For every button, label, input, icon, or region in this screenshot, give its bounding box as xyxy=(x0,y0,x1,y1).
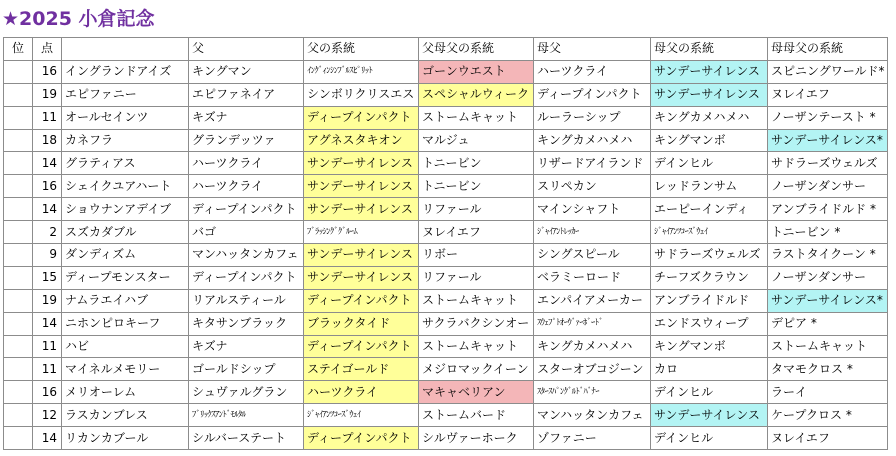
cell-name: カネフラ xyxy=(62,129,189,152)
cell-pts: 16 xyxy=(33,60,62,83)
cell-dam-sire-line: エーピーインディ xyxy=(651,198,768,221)
cell-pos xyxy=(4,152,33,175)
cell-sire-line: サンデーサイレンス xyxy=(304,152,419,175)
cell-ddam-sire-line: ラーイ xyxy=(768,381,888,404)
cell-pos xyxy=(4,335,33,358)
header-pts: 点 xyxy=(33,38,62,61)
cell-ssire-line: シルヴァーホーク xyxy=(419,427,534,450)
cell-sire-line: ハーツクライ xyxy=(304,381,419,404)
cell-sire-line: サンデーサイレンス xyxy=(304,175,419,198)
cell-ddam-sire-line: ノーザンダンサー xyxy=(768,266,888,289)
table-row xyxy=(4,312,888,335)
cell-sire-line: サンデーサイレンス xyxy=(304,198,419,221)
cell-dam-sire-line: アンブライドルド xyxy=(651,289,768,312)
cell-ddam-sire-line: ヌレイエフ xyxy=(768,83,888,106)
cell-dam-sire: マンハッタンカフェ xyxy=(534,404,651,427)
cell-pts: 15 xyxy=(33,266,62,289)
cell-sire: マンハッタンカフェ xyxy=(189,244,304,267)
cell-name: ナムラエイハブ xyxy=(62,289,189,312)
cell-name: マイネルメモリー xyxy=(62,358,189,381)
cell-pts: 11 xyxy=(33,358,62,381)
cell-pts: 11 xyxy=(33,106,62,129)
cell-dam-sire: キングカメハメハ xyxy=(534,129,651,152)
cell-pos xyxy=(4,198,33,221)
cell-sire: リアルスティール xyxy=(189,289,304,312)
cell-dam-sire-line: チーフズクラウン xyxy=(651,266,768,289)
cell-dam-sire-line: カロ xyxy=(651,358,768,381)
header-name xyxy=(62,38,189,61)
cell-name: ハビ xyxy=(62,335,189,358)
header-ssire-line: 父母父の系統 xyxy=(419,38,534,61)
table-row xyxy=(4,83,888,106)
cell-name: ディープモンスター xyxy=(62,266,189,289)
cell-pts: 19 xyxy=(33,83,62,106)
cell-dam-sire-line: ｼﾞｬｲｱﾝﾂｺｰｽﾞｳｪｲ xyxy=(651,221,768,244)
cell-ddam-sire-line: サンデーサイレンス* xyxy=(768,289,888,312)
table-row xyxy=(4,106,888,129)
table-row xyxy=(4,335,888,358)
cell-pts: 9 xyxy=(33,244,62,267)
cell-ssire-line: ストームキャット xyxy=(419,106,534,129)
table-row xyxy=(4,244,888,267)
cell-ssire-line: ゴーンウエスト xyxy=(419,60,534,83)
table-row xyxy=(4,289,888,312)
cell-dam-sire-line: サドラーズウェルズ xyxy=(651,244,768,267)
cell-ddam-sire-line: ラストタイクーン * xyxy=(768,244,888,267)
table-row xyxy=(4,358,888,381)
cell-dam-sire-line: キングカメハメハ xyxy=(651,106,768,129)
cell-ssire-line: リボー xyxy=(419,244,534,267)
cell-sire-line: サンデーサイレンス xyxy=(304,266,419,289)
cell-sire: ゴールドシップ xyxy=(189,358,304,381)
cell-sire-line: ディープインパクト xyxy=(304,427,419,450)
cell-pos xyxy=(4,358,33,381)
cell-dam-sire: キングカメハメハ xyxy=(534,335,651,358)
cell-pos xyxy=(4,244,33,267)
cell-name: グラティアス xyxy=(62,152,189,175)
cell-name: イングランドアイズ xyxy=(62,60,189,83)
cell-name: スズカダブル xyxy=(62,221,189,244)
cell-dam-sire: エンパイアメーカー xyxy=(534,289,651,312)
cell-name: リカンカブール xyxy=(62,427,189,450)
cell-pts: 14 xyxy=(33,427,62,450)
header-dam-sire: 母父 xyxy=(534,38,651,61)
cell-name: ショウナンアデイブ xyxy=(62,198,189,221)
cell-pos xyxy=(4,312,33,335)
cell-name: メリオーレム xyxy=(62,381,189,404)
cell-pos xyxy=(4,404,33,427)
cell-ssire-line: トニービン xyxy=(419,152,534,175)
cell-dam-sire: ゾファニー xyxy=(534,427,651,450)
cell-pts: 12 xyxy=(33,404,62,427)
cell-pos xyxy=(4,60,33,83)
cell-pos xyxy=(4,221,33,244)
cell-sire-line: ディープインパクト xyxy=(304,289,419,312)
header-row xyxy=(4,38,888,61)
cell-pts: 11 xyxy=(33,335,62,358)
table-row xyxy=(4,152,888,175)
cell-dam-sire-line: サンデーサイレンス xyxy=(651,404,768,427)
cell-name: オールセインツ xyxy=(62,106,189,129)
cell-ddam-sire-line: トニービン * xyxy=(768,221,888,244)
cell-dam-sire: マインシャフト xyxy=(534,198,651,221)
cell-pts: 19 xyxy=(33,289,62,312)
cell-sire-line: ブラックタイド xyxy=(304,312,419,335)
table-row xyxy=(4,381,888,404)
cell-pos xyxy=(4,83,33,106)
cell-sire: ハーツクライ xyxy=(189,152,304,175)
cell-ssire-line: マルジュ xyxy=(419,129,534,152)
cell-ssire-line: ストームキャット xyxy=(419,289,534,312)
table-row xyxy=(4,175,888,198)
header-dam-sire-line: 母父の系統 xyxy=(651,38,768,61)
cell-sire: ディープインパクト xyxy=(189,198,304,221)
cell-name: シェイクユアハート xyxy=(62,175,189,198)
cell-pts: 2 xyxy=(33,221,62,244)
cell-sire: シュヴァルグラン xyxy=(189,381,304,404)
cell-ddam-sire-line: サドラーズウェルズ xyxy=(768,152,888,175)
cell-dam-sire-line: レッドランサム xyxy=(651,175,768,198)
cell-sire: キタサンブラック xyxy=(189,312,304,335)
cell-dam-sire-line: デインヒル xyxy=(651,427,768,450)
cell-dam-sire-line: デインヒル xyxy=(651,381,768,404)
cell-dam-sire-line: サンデーサイレンス xyxy=(651,60,768,83)
cell-pts: 14 xyxy=(33,152,62,175)
table-row xyxy=(4,404,888,427)
cell-sire: ハーツクライ xyxy=(189,175,304,198)
cell-dam-sire: ｽﾀｰｽﾊﾟﾝｸﾞﾙﾄﾞﾊﾞﾅｰ xyxy=(534,381,651,404)
cell-sire-line: ステイゴールド xyxy=(304,358,419,381)
cell-sire: ﾌﾞﾘｯｸｽｱﾝﾄﾞﾓﾙﾀﾙ xyxy=(189,404,304,427)
cell-ddam-sire-line: ヌレイエフ xyxy=(768,427,888,450)
cell-ddam-sire-line: デピア * xyxy=(768,312,888,335)
cell-pts: 16 xyxy=(33,175,62,198)
cell-sire-line: アグネスタキオン xyxy=(304,129,419,152)
cell-ssire-line: トニービン xyxy=(419,175,534,198)
cell-sire: シルバーステート xyxy=(189,427,304,450)
cell-ssire-line: スペシャルウィーク xyxy=(419,83,534,106)
cell-pts: 14 xyxy=(33,198,62,221)
table-row xyxy=(4,60,888,83)
cell-dam-sire: ディープインパクト xyxy=(534,83,651,106)
cell-ddam-sire-line: ストームキャット xyxy=(768,335,888,358)
cell-dam-sire: ハーツクライ xyxy=(534,60,651,83)
cell-name: ニホンピロキーフ xyxy=(62,312,189,335)
header-sire: 父 xyxy=(189,38,304,61)
cell-ddam-sire-line: ケープクロス * xyxy=(768,404,888,427)
cell-dam-sire-line: サンデーサイレンス xyxy=(651,83,768,106)
table-row xyxy=(4,129,888,152)
cell-ssire-line: サクラバクシンオー xyxy=(419,312,534,335)
cell-ssire-line: ストームバード xyxy=(419,404,534,427)
table-row xyxy=(4,266,888,289)
cell-ddam-sire-line: ノーザンテースト * xyxy=(768,106,888,129)
pedigree-table xyxy=(3,37,888,450)
cell-sire: エピファネイア xyxy=(189,83,304,106)
cell-ssire-line: ヌレイエフ xyxy=(419,221,534,244)
cell-sire: ディープインパクト xyxy=(189,266,304,289)
cell-ddam-sire-line: タマモクロス * xyxy=(768,358,888,381)
cell-pts: 18 xyxy=(33,129,62,152)
cell-dam-sire: ｼﾞｬｲｱﾝﾄﾚｯｶｰ xyxy=(534,221,651,244)
cell-dam-sire: ルーラーシップ xyxy=(534,106,651,129)
cell-sire-line: ディープインパクト xyxy=(304,106,419,129)
cell-pos xyxy=(4,106,33,129)
cell-sire: キングマン xyxy=(189,60,304,83)
cell-name: エピファニー xyxy=(62,83,189,106)
cell-dam-sire: スターオブコジーン xyxy=(534,358,651,381)
table-row xyxy=(4,198,888,221)
cell-sire-line: シンボリクリスエス xyxy=(304,83,419,106)
cell-pts: 16 xyxy=(33,381,62,404)
cell-sire: キズナ xyxy=(189,106,304,129)
cell-sire-line: ﾌﾞﾗｯｼﾝｸﾞｸﾞﾙｰﾑ xyxy=(304,221,419,244)
cell-ssire-line: マキャベリアン xyxy=(419,381,534,404)
cell-pos xyxy=(4,266,33,289)
cell-dam-sire: ｽｳｪﾌﾟﾄｵｰｳﾞｧｰﾎﾞｰﾄﾞ xyxy=(534,312,651,335)
cell-ddam-sire-line: スピニングワールド* xyxy=(768,60,888,83)
cell-sire-line: ｲﾝｸﾞｨﾝｼﾝﾌﾞﾙｽﾋﾟﾘｯﾄ xyxy=(304,60,419,83)
cell-sire-line: ディープインパクト xyxy=(304,335,419,358)
cell-ddam-sire-line: サンデーサイレンス* xyxy=(768,129,888,152)
cell-sire: バゴ xyxy=(189,221,304,244)
cell-sire: キズナ xyxy=(189,335,304,358)
cell-sire-line: ｼﾞｬｲｱﾝﾂｺｰｽﾞｳｪｲ xyxy=(304,404,419,427)
cell-sire: グランデッツァ xyxy=(189,129,304,152)
cell-ssire-line: リファール xyxy=(419,198,534,221)
cell-ssire-line: メジロマックイーン xyxy=(419,358,534,381)
cell-sire-line: サンデーサイレンス xyxy=(304,244,419,267)
cell-pts: 14 xyxy=(33,312,62,335)
cell-dam-sire-line: エンドスウィープ xyxy=(651,312,768,335)
cell-name: ラスカンブレス xyxy=(62,404,189,427)
cell-dam-sire-line: キングマンボ xyxy=(651,129,768,152)
header-ddam-sire-line: 母母父の系統 xyxy=(768,38,888,61)
cell-pos xyxy=(4,427,33,450)
cell-ssire-line: リファール xyxy=(419,266,534,289)
cell-ddam-sire-line: ノーザンダンサー xyxy=(768,175,888,198)
cell-dam-sire-line: キングマンボ xyxy=(651,335,768,358)
cell-pos xyxy=(4,129,33,152)
cell-dam-sire: リザードアイランド xyxy=(534,152,651,175)
header-sire-line: 父の系統 xyxy=(304,38,419,61)
page-title: ★2025 小倉記念 xyxy=(2,8,155,30)
cell-ssire-line: ストームキャット xyxy=(419,335,534,358)
table-row xyxy=(4,427,888,450)
cell-dam-sire: シングスピール xyxy=(534,244,651,267)
cell-name: ダンディズム xyxy=(62,244,189,267)
header-pos: 位 xyxy=(4,38,33,61)
cell-dam-sire-line: デインヒル xyxy=(651,152,768,175)
table-row xyxy=(4,221,888,244)
cell-dam-sire: スリペカン xyxy=(534,175,651,198)
cell-pos xyxy=(4,289,33,312)
cell-ddam-sire-line: アンブライドルド * xyxy=(768,198,888,221)
cell-pos xyxy=(4,381,33,404)
cell-dam-sire: ベラミーロード xyxy=(534,266,651,289)
cell-pos xyxy=(4,175,33,198)
